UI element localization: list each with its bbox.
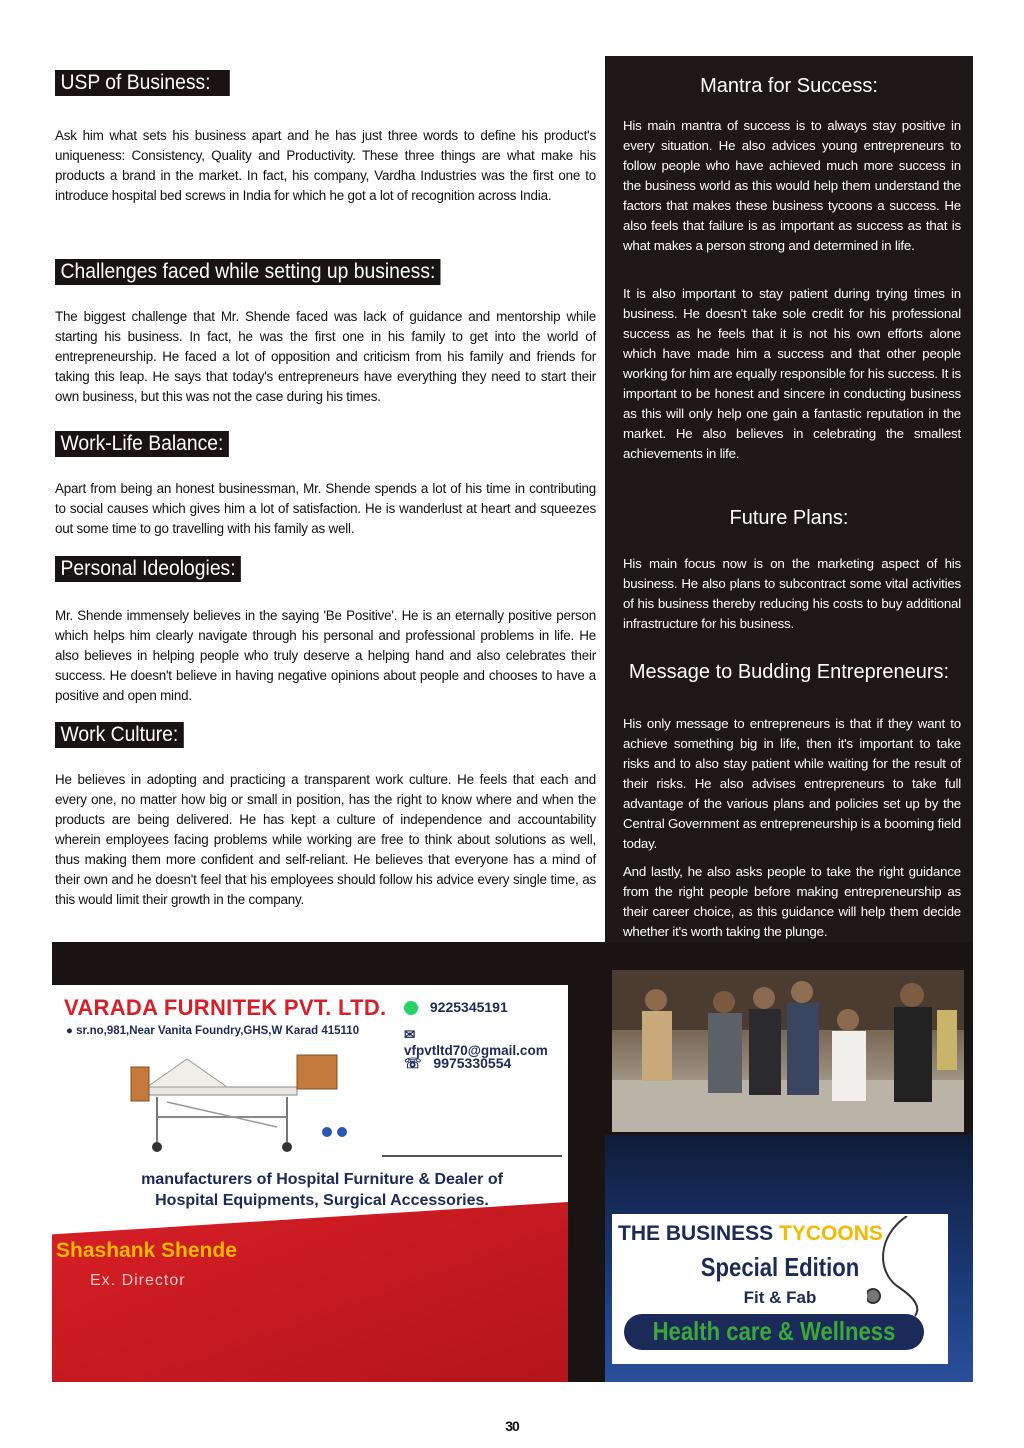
section-heading: Challenges faced while setting up business:	[55, 259, 441, 285]
email-text: vfpvtltd70@gmail.com	[404, 1043, 548, 1058]
promo-subtitle: Fit & Fab	[743, 1288, 817, 1307]
envelope-icon: ✉	[404, 1027, 416, 1042]
section-text: Mr. Shende immensely believes in the saying 'Be Positive'. He is an eternally positive person which helps him clearly navigate through his personal and professional problems in life. He also believes in helping people who truly deserve a helping hand and also celebrates their success. He doesn't believe in having negative opinions about people and chooses to have a positive and open mind.	[55, 608, 596, 703]
section-challenges	[55, 259, 596, 407]
tagline-line-2: Hospital Equipments, Surgical Accessories.	[155, 1192, 489, 1209]
promo-title-part-1: THE BUSINESS	[618, 1222, 780, 1245]
section-text: The biggest challenge that Mr. Shende faced was lack of guidance and mentorship while starting his business. In fact, he was the first one in his family to get into the world of entrepreneurship. He faced a lot of opposition and criticism from his family and friends for taking this leap. He says that today's entrepreneurs have everything they need to start their own business, but this was not the case during his times.	[55, 309, 596, 404]
mantra-text-1: His main mantra of success is to always stay positive in every situation. He also advices young entrepreneurs to follow people who have achieved much more success in the business world as this would help them understand the factors that makes these business tycoons a success. He also feels that failure is as important as success as that is what makes a person strong and determined in life.	[623, 118, 961, 253]
future-heading: Future Plans:	[729, 507, 849, 529]
section-heading: Work-Life Balance:	[55, 431, 229, 457]
promo-card	[612, 1214, 948, 1364]
section-culture	[55, 722, 596, 910]
address-text: sr.no,981,Near Vanita Foundry,GHS,W Karad 415110	[76, 1025, 360, 1037]
company-name: VARADA FURNITEK PVT. LTD.	[64, 995, 387, 1020]
person-role: Ex. Director	[90, 1272, 186, 1289]
stethoscope-icon	[867, 1216, 947, 1336]
mantra-heading: Mantra for Success:	[700, 75, 878, 97]
section-heading: USP of Business:	[55, 70, 230, 96]
future-text: His main focus now is on the marketing aspect of his business. He also plans to subcontract some vital activities of his business thereby reducing his costs to buy additional infrastructure for his business.	[623, 556, 961, 631]
address-line	[66, 1025, 359, 1037]
red-band	[52, 1202, 568, 1382]
section-heading: Personal Ideologies:	[55, 556, 241, 582]
contact-email	[404, 1027, 568, 1058]
phone-2-text: 9975330554	[433, 1055, 512, 1071]
tagline-line-1: manufacturers of Hospital Furniture & Dealer of	[141, 1171, 503, 1188]
section-heading: Work Culture:	[55, 722, 184, 748]
section-text: Ask him what sets his business apart and he has just three words to define his product's uniqueness: Consistency, Quality and Productivity. These three things are what make his products a brand in the market. In fact, his company, Vardha Industries was the first one to introduce hospital bed screws in India for which he got a lot of recognition across India.	[55, 128, 596, 203]
promo-title	[618, 1222, 883, 1246]
section-worklife	[55, 431, 596, 539]
section-text: Apart from being an honest businessman, Mr. Shende spends a lot of his time in contributing to social causes which gives him a lot of satisfaction. He is wanderlust at heart and squeezes out some time to go travelling with his family as well.	[55, 481, 596, 536]
ad-tagline	[92, 1169, 552, 1211]
advertisement	[52, 985, 568, 1382]
person-name: Shashank Shende	[56, 1239, 237, 1262]
section-ideologies	[55, 556, 596, 706]
promo-health-title: Health care & Wellness	[652, 1316, 896, 1346]
location-pin-icon: ●	[66, 1025, 73, 1037]
promo-edition: Special Edition	[700, 1252, 860, 1282]
promo-title-part-2: TYCOONS	[779, 1222, 883, 1245]
hospital-bed-image	[127, 1047, 367, 1167]
mantra-text-2: It is also important to stay patient during trying times in business. He doesn't take sole credit for his professional success as he feels that it is not his own efforts alone which have made him a success and that other people working for him are equally responsible for his success. It is important to be honest and sincere in conducting business as this will only help one gain a fantastic reputation in the market. He also believes in celebrating the smallest achievements in life.	[623, 286, 961, 461]
divider	[382, 1155, 562, 1157]
contact-phone-1	[404, 999, 508, 1015]
message-heading: Message to Budding Entrepreneurs:	[628, 661, 950, 683]
message-text-2: And lastly, he also asks people to take the right guidance from the right people before making entrepreneurship as their career choice, as this guidance will help them decide whether it's worth taking the plunge.	[623, 864, 961, 939]
group-photo-illustration	[612, 970, 964, 1132]
right-column	[605, 56, 973, 969]
contact-phone-2	[404, 1055, 511, 1072]
page-number: 30	[505, 1418, 519, 1434]
whatsapp-icon	[404, 1001, 418, 1015]
message-text-1: His only message to entrepreneurs is that if they want to achieve something big in life, then it's important to take risks and to also stay patient while waiting for the result of their risks. He also advises entrepreneurs to take full advantage of the various plans and policies set up by the Central Government as entrepreneurship is a booming field today.	[623, 716, 961, 851]
section-usp	[55, 70, 596, 206]
phone-icon: ☏	[404, 1055, 422, 1071]
section-text: He believes in adopting and practicing a transparent work culture. He feels that each and every one, no matter how big or small in position, has the right to know where and when the products are being delivered. He has kept a culture of independence and accountability wherein employees facing problems while working are free to think about solutions as well, thus making them more confident and self-reliant. He believes that everyone has a mind of their own and he doesn't feel that his employees should follow his advice every single time, as this would limit their growth in the company.	[55, 772, 596, 907]
group-photo	[612, 970, 964, 1132]
phone-1-text: 9225345191	[429, 999, 508, 1015]
